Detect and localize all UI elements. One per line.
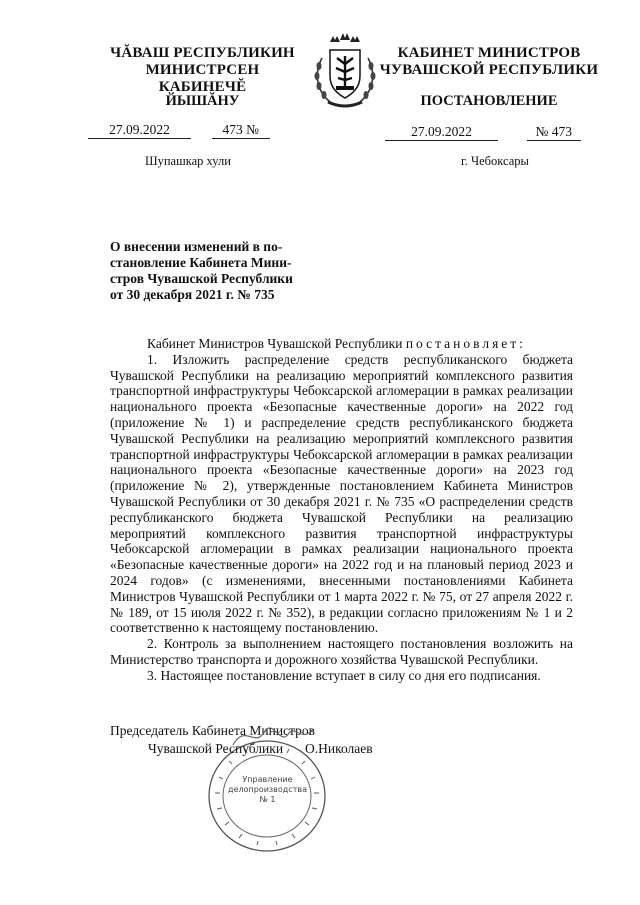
document-body — [110, 336, 573, 684]
stamp-line-3: № 1 — [259, 795, 276, 804]
date-right: 27.09.2022 — [385, 124, 498, 141]
intro-text: Кабинет Министров Чувашской Республики — [147, 336, 406, 351]
subject-line-1: О внесении изменений в по- — [110, 239, 283, 254]
date-left: 27.09.2022 — [88, 122, 191, 139]
paragraph-1: 1. Изложить распределение средств республиканского бюджета Чувашской Республики на реализацию мероприятий комплексного развития транспортной инфраструктуры Чебоксарской агломерации в рамках реализации национального проекта «Безопасные качественные дороги» на 2022 год (приложение № 1) и распределение средств республиканского бюджета Чувашской Республики на реализацию мероприятий комплексного развития транспортной инфраструктуры Чебоксарской агломерации в рамках реализации национального проекта «Безопасные качественные дороги» на 2023 год (приложение № 2), утвержденные постановлением Кабинета Министров Чувашской Республики от 30 декабря 2021 г. № 735 «О распределении средств республиканского бюджета Чувашской Республики на реализацию мероприятий комплексного развития транспортной инфраструктуры Чебоксарской агломерации в рамках реализации национального проекта «Безопасные качественные дороги» на 2022 год и на плановый период 2023 и 2024 годов» (с изменениями, внесенными постановлениями Кабинета Министров Чувашской Республики от 1 марта 2022 г. № 75, от 27 апреля 2022 г. № 189, от 15 июля 2022 г. № 352), в редакции согласно приложениям № 1 и 2 соответственно к настоящему постановлению. — [110, 351, 573, 636]
paragraph-3: 3. Настоящее постановление вступает в силу со дня его подписания. — [147, 667, 541, 683]
date-right-block — [385, 124, 581, 141]
header-right — [378, 45, 600, 79]
stamp-line-2: делопроизводства — [228, 785, 307, 794]
subject-line-4: от 30 декабря 2021 г. № 735 — [110, 287, 275, 302]
stamp-center-text — [205, 775, 330, 805]
handwritten-signature-mark — [225, 715, 320, 760]
signatory-title-line-2: Чувашской Республики — [148, 741, 284, 756]
number-right: № 473 — [527, 124, 581, 141]
stamp-line-1: Управление — [242, 775, 293, 784]
header-right-line-2: ЧУВАШСКОЙ РЕСПУБЛИКИ — [379, 62, 599, 78]
place-right: г. Чебоксары — [461, 154, 529, 168]
place-left: Шупашкар хули — [145, 154, 231, 168]
header-right-line-1: КАБИНЕТ МИНИСТРОВ — [397, 45, 581, 61]
coat-of-arms-emblem — [300, 28, 390, 118]
document-subject — [110, 239, 308, 303]
signatory-title-line-1: Председатель Кабинета Министров — [110, 723, 315, 738]
date-left-block — [88, 122, 270, 139]
header-left-line-1: ЧĂВАШ РЕСПУБЛИКИН — [110, 45, 295, 61]
header-left — [100, 45, 305, 96]
signatory-name: О.Николаев — [305, 741, 373, 756]
subject-line-3: стров Чувашской Республики — [110, 271, 293, 286]
intro-spaced-word: постановляет: — [405, 336, 526, 351]
number-left: 473 № — [212, 122, 270, 139]
header-left-line-2: МИНИСТРСЕН КАБИНЕЧĔ — [145, 62, 260, 95]
paragraph-2: 2. Контроль за выполнением настоящего постановления возложить на Министерство транспорта и дорожного хозяйства Чувашской Республики. — [110, 636, 573, 667]
header-left-doc-type: ЙЫШĂНУ — [165, 93, 240, 109]
intro-line — [110, 336, 573, 352]
header-right-doc-type: ПОСТАНОВЛЕНИЕ — [420, 93, 558, 109]
subject-line-2: становление Кабинета Мини- — [110, 255, 292, 270]
